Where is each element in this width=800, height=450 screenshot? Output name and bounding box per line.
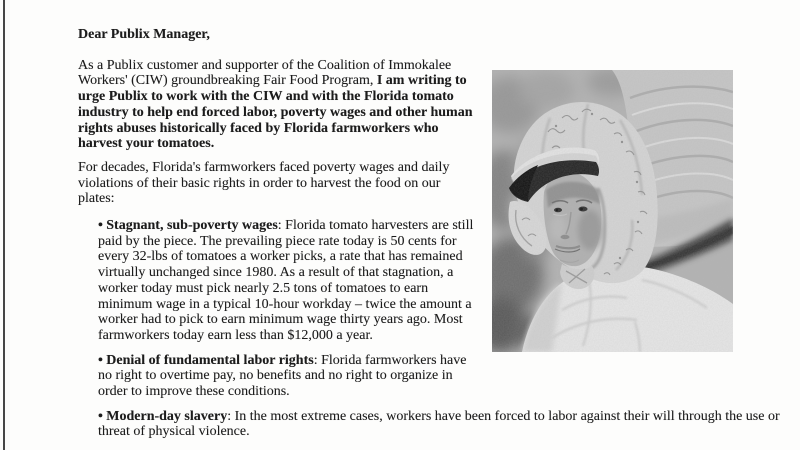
bullet-text: : Florida tomato harvesters are still paid by the piece. The prevailing piece rate today is 50 cents for every 32-lbs of tomatoes a worker picks, a rate that has remained virtually unchanged since 1980. As a result of that stagnation, a worker today must pick nearly 2.5 tons of tomatoes to earn minimum wage in a typical 10-hour workday – twice the amount a worker had to pick to earn minimum wage thirty years ago. Most farmworkers today earn less than $12,000 a year. [98,218,474,343]
scan-edge-line [3,0,6,450]
bullet-text: : Florida farmworkers have no right to overtime pay, no benefits and no right to organize in order to improve these conditions. [98,352,467,400]
intro-regular-text: As a Publix customer and supporter of the Coalition of Immokalee Workers' (CIW) groundbreaking Fair Food Program, [78,57,452,89]
bullet-text: : In the most extreme cases, workers have been forced to labor against their will through the use or threat of physical violence. [98,408,780,440]
intro-bold-text: I am writing to urge Publix to work with the CIW and with the Florida tomato industry to help end forced labor, poverty wages and other human rights abuses historically faced by Florida farmworkers who harvest your tomatoes. [78,73,473,152]
bullet-marker: • [98,352,103,368]
bullet-marker: • [98,408,103,424]
bullet-modern-slavery [98,409,788,440]
context-paragraph: For decades, Florida's farmworkers faced poverty wages and daily violations of their basic rights in order to harvest the food on our plates: [78,159,450,207]
bullet-marker: • [98,218,103,234]
farmworker-photo [492,70,733,352]
bullet-title: Stagnant, sub-poverty wages [106,218,278,234]
salutation: Dear Publix Manager, [78,27,210,42]
letter-body [78,0,788,440]
bullet-title: Denial of fundamental labor rights [106,352,314,368]
bullet-title: Modern-day slavery [106,408,228,424]
photo-container [478,70,788,406]
film-grain [492,70,733,352]
